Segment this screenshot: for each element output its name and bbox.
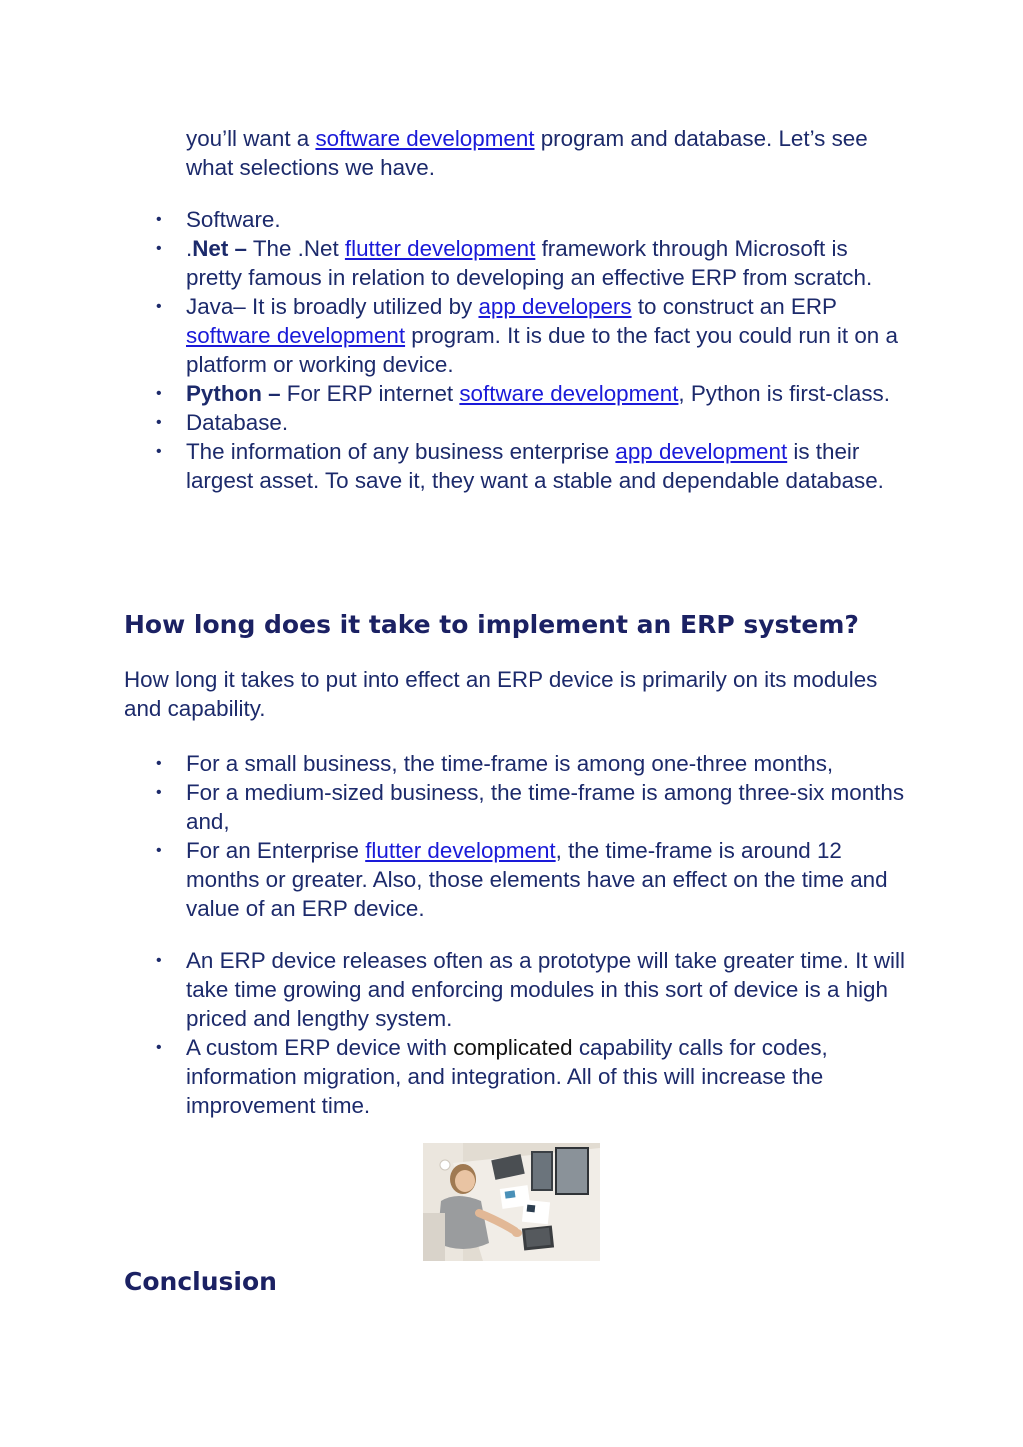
list-item: [124, 749, 909, 778]
list-item-text: For ERP internet: [280, 381, 460, 406]
list-item-text: For a small business, the time-frame is among one-three months,: [186, 751, 834, 776]
list-item-text: For an Enterprise: [186, 838, 366, 863]
list-item-text: Software.: [186, 207, 281, 232]
list-item: [124, 408, 909, 437]
list-item: [124, 292, 909, 379]
list-item-text: complicated: [453, 1035, 573, 1060]
intro-paragraph: [186, 124, 906, 182]
list-item-bold: Python –: [186, 381, 281, 406]
bullet-icon: •: [156, 842, 162, 859]
list-item: [124, 778, 909, 836]
software-development-link[interactable]: software development: [315, 126, 535, 151]
flutter-development-link[interactable]: flutter development: [344, 236, 536, 261]
bullet-icon: •: [156, 414, 162, 431]
technology-list: [124, 205, 909, 495]
list-item: [124, 946, 909, 1033]
photo-illustration: [423, 1143, 600, 1261]
list-item: [124, 234, 909, 292]
bullet-icon: •: [156, 1039, 162, 1056]
software-development-link[interactable]: software development: [186, 323, 406, 348]
list-item-text: The information of any business enterprise: [186, 439, 616, 464]
list-item-bold: Net –: [192, 236, 247, 261]
software-development-link[interactable]: software development: [459, 381, 679, 406]
list-item: [124, 205, 909, 234]
app-developers-link[interactable]: app developers: [478, 294, 632, 319]
conclusion-heading: Conclusion: [124, 1267, 277, 1296]
list-item-text: capability calls for codes, information migration, and integration. All of this will increase the improvement time.: [186, 1035, 828, 1118]
list-item-text: , the time-frame is around 12 months or greater. Also, those elements have an effect on the time and value of an ERP device.: [186, 838, 888, 921]
developer-workspace-photo: [423, 1143, 600, 1261]
list-item: [124, 836, 909, 923]
bullet-icon: •: [156, 385, 162, 402]
app-development-link[interactable]: app development: [615, 439, 788, 464]
list-item-text: The .Net: [247, 236, 345, 261]
list-item: [124, 1033, 909, 1120]
flutter-development-link[interactable]: flutter development: [365, 838, 556, 863]
bullet-icon: •: [156, 755, 162, 772]
list-item-text: For a medium-sized business, the time-frame is among three-six months and,: [186, 780, 905, 834]
bullet-icon: •: [156, 784, 162, 801]
list-item-text: Java– It is broadly utilized by: [186, 294, 479, 319]
list-item-text: .: [186, 236, 193, 261]
timeframe-list: [124, 749, 909, 923]
list-item-text: , Python is first-class.: [678, 381, 890, 406]
list-item-text: framework through Microsoft is pretty famous in relation to developing an effective ERP from scratch.: [186, 236, 873, 290]
how-long-paragraph: How long it takes to put into effect an ERP device is primarily on its modules and capability.: [124, 667, 878, 721]
bullet-icon: •: [156, 211, 162, 228]
list-item-text: is their largest asset. To save it, they want a stable and dependable database.: [186, 439, 884, 493]
list-item-text: A custom ERP device with: [186, 1035, 454, 1060]
factors-list: [124, 946, 909, 1120]
erp-implementation-heading: How long does it take to implement an ERP system?: [124, 610, 859, 639]
list-item-text: Database.: [186, 410, 289, 435]
list-item-text: to construct an ERP: [631, 294, 837, 319]
intro-text: you’ll want a: [186, 126, 316, 151]
intro-text-end: program and database. Let’s see what selections we have.: [186, 126, 868, 180]
list-item-text: program. It is due to the fact you could run it on a platform or working device.: [186, 323, 898, 377]
list-item: [124, 437, 909, 495]
bullet-icon: •: [156, 952, 162, 969]
bullet-icon: •: [156, 298, 162, 315]
bullet-icon: •: [156, 240, 162, 257]
bullet-icon: •: [156, 443, 162, 460]
list-item-text: An ERP device releases often as a prototype will take greater time. It will take time growing and enforcing modules in this sort of device is a high priced and lengthy system.: [186, 948, 905, 1031]
list-item: [124, 379, 909, 408]
